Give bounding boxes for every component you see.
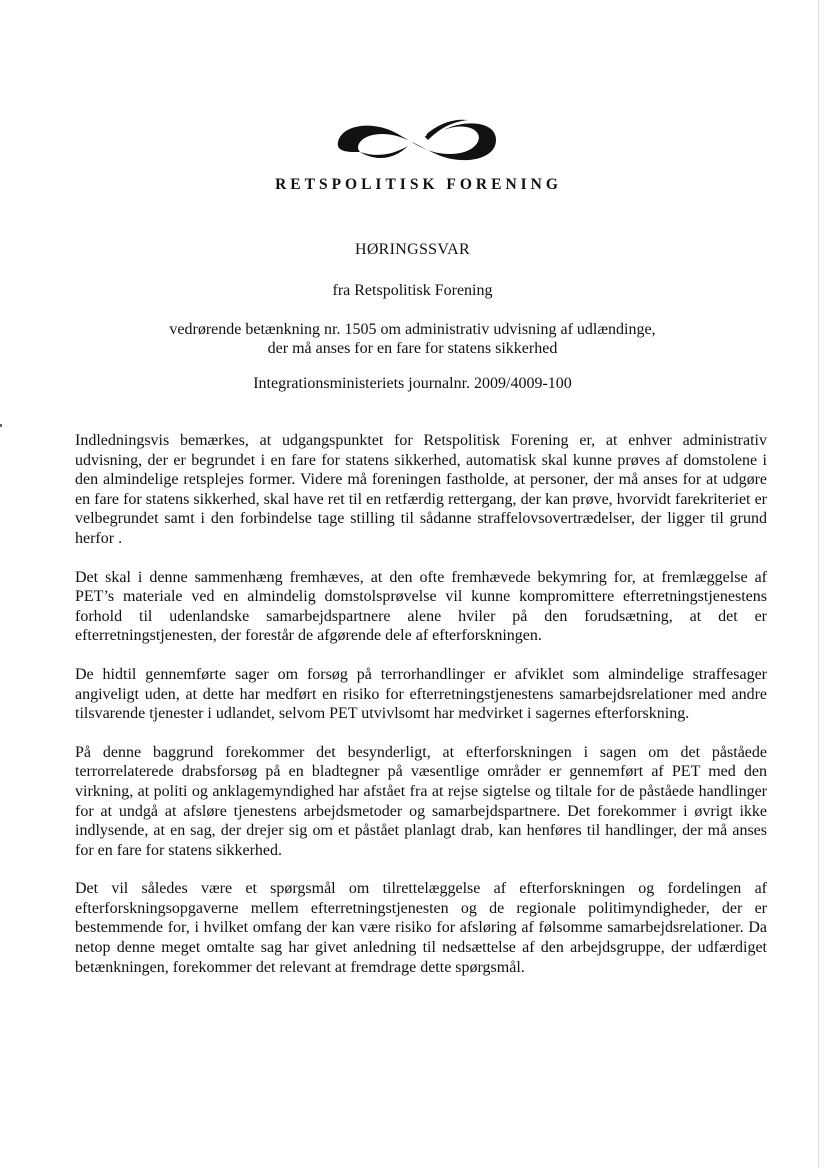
- document-sender: fra Retspolitisk Forening: [332, 282, 493, 299]
- paragraph-3: De hidtil gennemførte sager om forsøg på terrorhandlinger er afviklet som almindelige straffesager angiveligt uden, at dette har medført en risiko for efterretningstjenestens samarbejdsrelationer med andre tilsvarende tjenester i udlandet, selvom PET utvivlsomt har medvirket i sagernes efterforskning.: [75, 665, 767, 723]
- paragraph-4: På denne baggrund forekommer det besynderligt, at efterforskningen i sagen om det påståede terrorrelaterede drabsforsøg på en bladtegner på væsentlige områder er gennemført af PET med den virkning, at politi og anklagemyndighed har afstået fra at rejse sigtelse og tiltale for de påståede handlinger for at undgå at afsløre tjenestens arbejdsmetoder og samarbejdspartnere. Det forekommer i øvrigt ikke indlysende, at en sag, der drejer sig om et påstået planlagt drab, kan henføres til handlinger, der må anses for en fare for statens sikkerhed.: [75, 743, 767, 859]
- paragraph-2: Det skal i denne sammenhæng fremhæves, at den ofte fremhævede bekymring for, at fremlæggelse af PET’s materiale ved en almindelig domstolsprøvelse vil kunne kompromittere efterretningstjenestens forhold til udenlandske samarbejdspartnere alene hviler på den forudsætning, at det er efterretningstjenesten, der forestår de afgørende dele af efterforskningen.: [75, 568, 767, 645]
- journal-number: Integrationsministeriets journalnr. 2009/4009-100: [253, 375, 572, 392]
- document-subject: [0, 320, 825, 358]
- body-text: [75, 431, 767, 996]
- organization-name: RETSPOLITISK FORENING: [275, 176, 562, 193]
- document-title: HØRINGSSVAR: [354, 241, 471, 258]
- scan-mark: [0, 424, 2, 427]
- subject-line-1: vedrørende betænkning nr. 1505 om administrativ udvisning af udlændinge,: [169, 321, 656, 338]
- paragraph-5: Det vil således være et spørgsmål om tilrettelæggelse af efterforskningen og fordelingen af efterforskningsopgaverne mellem efterretningstjenesten og de regionale politimyndigheder, der er bestemmende for, i hvilket omfang der kan være risiko for afsløring af følsomme samarbejdsrelationer. Da netop denne meget omtalte sag har givet anledning til nedsættelse af den arbejdsgruppe, der udfærdiget betænkningen, forekommer det relevant at fremdrage dette spørgsmål.: [75, 880, 767, 976]
- subject-line-2: der må anses for en fare for statens sikkerhed: [267, 340, 558, 357]
- infinity-swoosh-logo-icon: [332, 112, 500, 168]
- paragraph-1: Indledningsvis bemærkes, at udgangspunktet for Retspolitisk Forening er, at enhver administrativ udvisning, der er begrundet i en fare for statens sikkerhed, automatisk skal kunne prøves af domstolene i den almindelige retsplejes former. Videre må foreningen fastholde, at personer, der må anses for at udgøre en fare for statens sikkerhed, skal have ret til en retfærdig rettergang, der kan prøve, hvorvidt farekriteriet er velbegrundet samt i den forbindelse tage stilling til sådanne straffelovsovertrædelser, der ligger til grund herfor .: [75, 432, 767, 547]
